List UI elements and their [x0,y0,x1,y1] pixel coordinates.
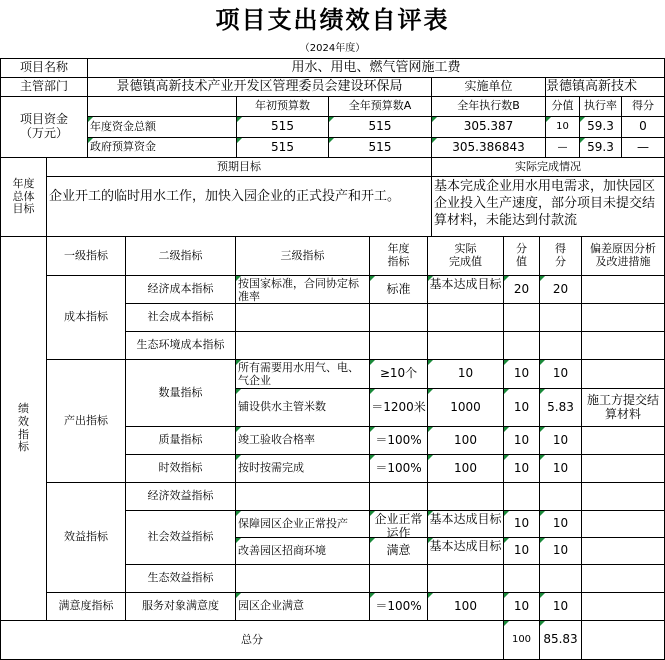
row-quantity1-actual: 10 [427,359,504,389]
funds-row-gov-initial: 515 [236,137,329,158]
row-social-cost-actual [427,303,504,332]
row-quantity1-score: 10 [539,359,582,389]
row-social-benefit2-score-value: 10 [503,537,540,565]
row-eco-benefit-l3 [235,564,370,593]
row-eco-cost-score [539,331,582,360]
l1-satisfaction: 满意度指标 [46,592,126,621]
total-label: 总分 [0,620,504,660]
row-quantity1-reason [581,359,665,389]
l2-quality: 质量指标 [125,426,236,455]
funds-row-gov-score: — [621,137,665,158]
row-timeliness-score: 10 [539,454,582,483]
funds-header-rate: 执行率 [579,96,622,117]
row-quality-score: 10 [539,426,582,455]
ind-header-l3: 三级指标 [235,236,370,276]
ind-header-l1: 一级指标 [46,236,126,276]
funds-row-gov-score-value: — [545,137,580,158]
row-quantity2-reason: 施工方提交结算材料 [581,388,665,427]
row-eco-cost-target [369,331,428,360]
funds-row-gov-rate: 59.3 [579,137,622,158]
row-quantity2-score: 5.83 [539,388,582,427]
row-social-cost-score-value [503,303,540,332]
year-label: （2024年度） [299,43,366,54]
row-eco-benefit-actual [427,564,504,593]
l2-econ-cost: 经济成本指标 [125,275,236,304]
row-quantity2-target: ＝1200米 [369,388,428,427]
row-econ-benefit-target [369,482,428,511]
funds-row-total-executed: 305.387 [431,116,546,138]
dept-label: 主管部门 [0,77,88,97]
funds-row-total-name: 年度资金总额 [87,116,237,138]
ind-header-score-value: 分 值 [503,236,540,276]
row-social-benefit2-target: 满意 [369,537,428,565]
goals-expected-header: 预期目标 [46,157,432,177]
row-quality-actual: 100 [427,426,504,455]
project-name-value: 用水、用电、燃气管网施工费 [87,58,665,78]
row-quantity2-l3: 铺设供水主管米数 [235,388,370,427]
l1-output: 产出指标 [46,359,126,483]
row-social-cost-l3 [235,303,370,332]
row-econ-benefit-l3 [235,482,370,511]
row-quantity2-actual: 1000 [427,388,504,427]
row-social-cost-target [369,303,428,332]
funds-row-gov-name: 政府预算资金 [87,137,237,158]
row-timeliness-l3: 按时按需完成 [235,454,370,483]
l2-social-cost: 社会成本指标 [125,303,236,332]
funds-header-initial: 年初预算数 [236,96,329,117]
row-econ-cost-l3: 按国家标准，合同协定标准率 [235,275,370,304]
total-score-value: 100 [503,620,540,660]
funds-label: 项目资金 （万元） [0,96,88,158]
row-social-benefit1-target: 企业正常运作 [369,510,428,538]
l1-cost: 成本指标 [46,275,126,360]
unit-value: 景德镇高新技术 [545,77,665,97]
row-eco-cost-actual [427,331,504,360]
l2-timeliness: 时效指标 [125,454,236,483]
funds-header-annual: 全年预算数A [328,96,432,117]
row-timeliness-score-value: 10 [503,454,540,483]
goals-actual-text: 基本完成企业用水用电需求，加快园区企业投入生产速度，部分项目未提交结算材料，未能达到付款流 [431,176,665,237]
row-econ-cost-actual: 基本达成目标 [427,275,504,304]
l2-econ-benefit: 经济效益指标 [125,482,236,511]
funds-row-gov-annual: 515 [328,137,432,158]
row-eco-benefit-target [369,564,428,593]
row-eco-benefit-reason [581,564,665,593]
funds-row-gov-executed: 305.386843 [431,137,546,158]
row-quantity1-target: ≥10个 [369,359,428,389]
row-econ-cost-reason [581,275,665,304]
l2-eco-cost: 生态环境成本指标 [125,331,236,360]
row-service-target: ＝100% [369,592,428,621]
row-econ-benefit-reason [581,482,665,511]
row-econ-benefit-score-value [503,482,540,511]
row-social-cost-reason [581,303,665,332]
goals-label: 年度 总体 目标 [0,157,47,237]
row-social-benefit2-score: 10 [539,537,582,565]
row-eco-benefit-score [539,564,582,593]
row-eco-cost-score-value [503,331,540,360]
row-econ-benefit-score [539,482,582,511]
row-service-score: 10 [539,592,582,621]
row-service-reason [581,592,665,621]
row-service-actual: 100 [427,592,504,621]
ind-header-l2: 二级指标 [125,236,236,276]
row-econ-cost-target: 标准 [369,275,428,304]
row-timeliness-reason [581,454,665,483]
row-quality-target: ＝100% [369,426,428,455]
row-social-benefit1-l3: 保障园区企业正常投产 [235,510,370,538]
row-eco-cost-reason [581,331,665,360]
row-social-benefit1-score: 10 [539,510,582,538]
indicators-section-label: 绩 效 指 标 [0,236,47,621]
funds-row-total-annual: 515 [328,116,432,138]
row-service-score-value: 10 [503,592,540,621]
ind-header-target: 年度 指标 [369,236,428,276]
row-social-cost-score [539,303,582,332]
funds-row-total-initial: 515 [236,116,329,138]
funds-header-executed: 全年执行数B [431,96,546,117]
l1-benefit: 效益指标 [46,482,126,593]
goals-expected-text: 企业开工的临时用水工作，加快入园企业的正式投产和开工。 [46,176,432,237]
l2-social-benefit: 社会效益指标 [125,510,236,565]
ind-header-reason: 偏差原因分析 及改进措施 [581,236,665,276]
row-quality-l3: 竣工验收合格率 [235,426,370,455]
funds-row-total-score-value: 10 [545,116,580,138]
row-econ-benefit-actual [427,482,504,511]
row-quantity1-l3: 所有需要用水用气、电、气企业 [235,359,370,389]
row-quantity2-score-value: 10 [503,388,540,427]
row-quantity1-score-value: 10 [503,359,540,389]
row-social-benefit2-reason [581,537,665,565]
row-eco-benefit-score-value [503,564,540,593]
project-name-label: 项目名称 [0,58,88,78]
funds-header-score: 得分 [621,96,665,117]
l2-eco-benefit: 生态效益指标 [125,564,236,593]
row-quality-reason [581,426,665,455]
total-reason [581,620,665,660]
funds-row-total-score: 0 [621,116,665,138]
unit-label: 实施单位 [431,77,546,97]
row-social-benefit1-reason [581,510,665,538]
row-timeliness-actual: 100 [427,454,504,483]
row-eco-cost-l3 [235,331,370,360]
row-timeliness-target: ＝100% [369,454,428,483]
row-quality-score-value: 10 [503,426,540,455]
funds-header-score-value: 分值 [545,96,580,117]
ind-header-actual: 实际 完成值 [427,236,504,276]
dept-value: 景德镇高新技术产业开发区管理委员会建设环保局 [87,77,432,97]
row-social-benefit1-score-value: 10 [503,510,540,538]
row-social-benefit2-l3: 改善园区招商环境 [235,537,370,565]
l2-quantity: 数量指标 [125,359,236,427]
page-title: 项目支出绩效自评表 [215,5,450,34]
total-score: 85.83 [539,620,582,660]
goals-actual-header: 实际完成情况 [431,157,665,177]
funds-header-blank [87,96,237,117]
row-econ-cost-score: 20 [539,275,582,304]
row-social-benefit2-actual: 基本达成目标 [427,537,504,565]
l2-service: 服务对象满意度 [125,592,236,621]
row-econ-cost-score-value: 20 [503,275,540,304]
row-social-benefit1-actual: 基本达成目标 [427,510,504,538]
row-service-l3: 园区企业满意 [235,592,370,621]
ind-header-score: 得 分 [539,236,582,276]
funds-row-total-rate: 59.3 [579,116,622,138]
